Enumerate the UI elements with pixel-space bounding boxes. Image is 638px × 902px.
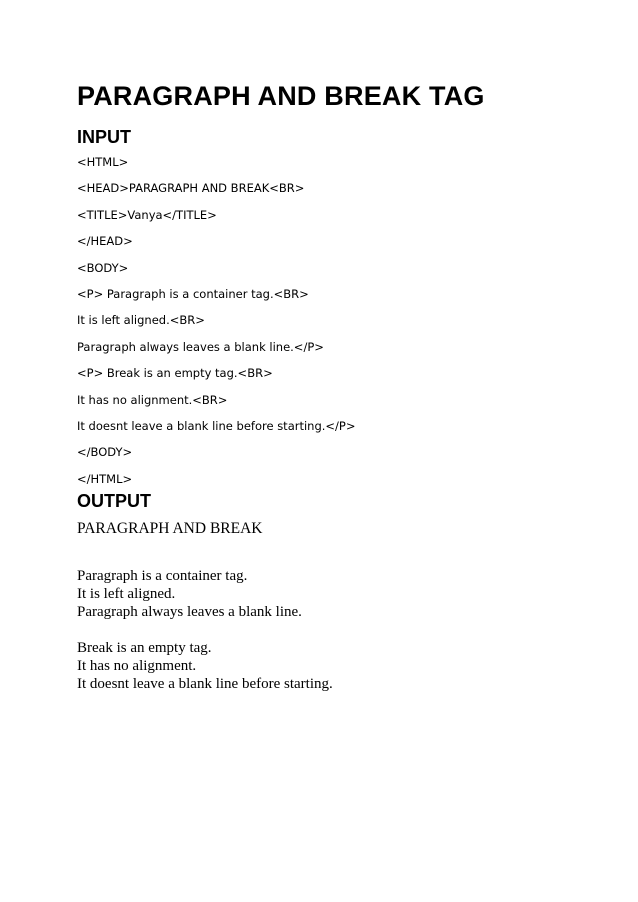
output-render [77, 520, 333, 711]
output-heading: OUTPUT [77, 491, 151, 511]
code-line: Paragraph always leaves a blank line.</P> [77, 339, 324, 354]
code-line: </HEAD> [77, 234, 133, 249]
rendered-line: Paragraph always leaves a blank line. [77, 604, 302, 620]
code-line: </HTML> [77, 471, 133, 486]
rendered-paragraph [77, 567, 333, 621]
code-line: It has no alignment.<BR> [77, 392, 228, 407]
code-line: <HEAD>PARAGRAPH AND BREAK<BR> [77, 181, 305, 196]
input-code-listing [77, 155, 356, 498]
code-line: </BODY> [77, 445, 133, 460]
code-line: <HTML> [77, 155, 129, 169]
rendered-line: Break is an empty tag. [77, 640, 212, 656]
rendered-line: Paragraph is a container tag. [77, 568, 248, 584]
code-line: It doesnt leave a blank line before starting.</P> [77, 418, 356, 433]
input-heading: INPUT [77, 127, 131, 147]
code-line: <TITLE>Vanya</TITLE> [77, 207, 217, 222]
rendered-line: It has no alignment. [77, 658, 197, 674]
code-line: <P> Paragraph is a container tag.<BR> [77, 286, 309, 301]
rendered-line: It is left aligned. [77, 586, 176, 602]
rendered-line: It doesnt leave a blank line before starting. [77, 676, 333, 692]
code-line: <P> Break is an empty tag.<BR> [77, 366, 273, 381]
page-title: PARAGRAPH AND BREAK TAG [77, 81, 485, 111]
code-line: <BODY> [77, 260, 129, 275]
rendered-heading: PARAGRAPH AND BREAK [77, 520, 263, 537]
rendered-paragraph [77, 639, 333, 693]
code-line: It is left aligned.<BR> [77, 313, 205, 328]
